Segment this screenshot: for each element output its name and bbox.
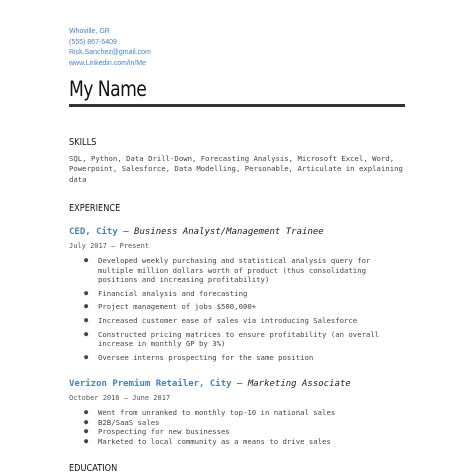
job-title-line <box>69 378 351 390</box>
bullet-text: Went from unranked to monthly top-10 in national sales <box>98 408 336 417</box>
bullet-icon: ● <box>84 329 89 338</box>
contact-email[interactable]: Rick.Sanchez@gmail.com <box>69 49 151 56</box>
job-role: Marketing Associate <box>247 379 351 389</box>
bullet-text: Oversee interns prospecting for the same position <box>98 352 314 362</box>
bullet-text: Financial analysis and forecasting <box>98 288 248 298</box>
list-item <box>84 330 406 349</box>
job-separator: — <box>231 379 248 389</box>
job-title-line <box>69 226 324 238</box>
job-dates: July 2017 – Present <box>69 242 150 250</box>
bullet-icon: ● <box>84 315 89 324</box>
bullet-icon: ● <box>84 436 89 445</box>
skills-text: SQL, Python, Data Drill-Down, Forecasting Analysis, Microsoft Excel, Word, Powerpoint, Salesforce, Data Modelling, Personable, Articulate in explaining data <box>69 154 403 184</box>
list-item <box>84 289 406 299</box>
skills-heading: SKILLS <box>69 137 97 148</box>
bullet-text: B2B/SaaS sales <box>98 417 160 427</box>
list-item <box>84 418 406 428</box>
name-divider <box>69 104 405 107</box>
bullet-text: Constructed pricing matrices to ensure profitability (an overall increase in monthly GP by 3%) <box>98 329 380 349</box>
education-heading: EDUCATION <box>69 463 118 474</box>
contact-block <box>69 27 151 69</box>
bullet-icon: ● <box>84 417 89 426</box>
bullet-text: Developed weekly purchasing and statistical analysis query for multiple million dollars worth of product (thus consolidating positions and increasing profitability) <box>98 256 371 285</box>
contact-location: Whoville, GR <box>69 28 110 35</box>
bullet-text: Marketed to local community as a means to drive sales <box>98 436 331 446</box>
job-separator: — <box>117 227 135 237</box>
job-organization: Verizon Premium Retailer, City <box>69 379 232 389</box>
list-item <box>84 256 406 285</box>
list-item <box>84 353 406 363</box>
contact-phone[interactable]: (555) 867-5409 <box>69 38 117 46</box>
bullet-icon: ● <box>84 427 89 436</box>
bullet-icon: ● <box>84 256 89 264</box>
list-item <box>84 408 406 418</box>
job-bullet-list <box>84 256 406 362</box>
bullet-icon: ● <box>84 288 89 297</box>
bullet-icon: ● <box>84 352 89 361</box>
resume-name: My Name <box>69 77 147 101</box>
list-item <box>84 302 406 312</box>
job-dates: October 2016 – June 2017 <box>69 394 171 402</box>
list-item <box>84 427 406 437</box>
job-bullet-list <box>84 408 406 446</box>
job-role: Business Analyst/Management Trainee <box>134 227 324 237</box>
bullet-text: Increased customer ease of sales via introducing Salesforce <box>98 315 358 325</box>
bullet-text: Prospecting for new businesses <box>98 427 230 437</box>
experience-heading: EXPERIENCE <box>69 203 121 214</box>
job-organization: CED, City <box>69 227 118 237</box>
bullet-icon: ● <box>84 302 89 311</box>
bullet-text: Project management of jobs $500,000+ <box>98 302 257 312</box>
contact-linkedin[interactable]: www.Linkedin.com/in/Me <box>69 59 147 67</box>
list-item <box>84 316 406 326</box>
bullet-icon: ● <box>84 408 89 416</box>
list-item <box>84 437 406 447</box>
